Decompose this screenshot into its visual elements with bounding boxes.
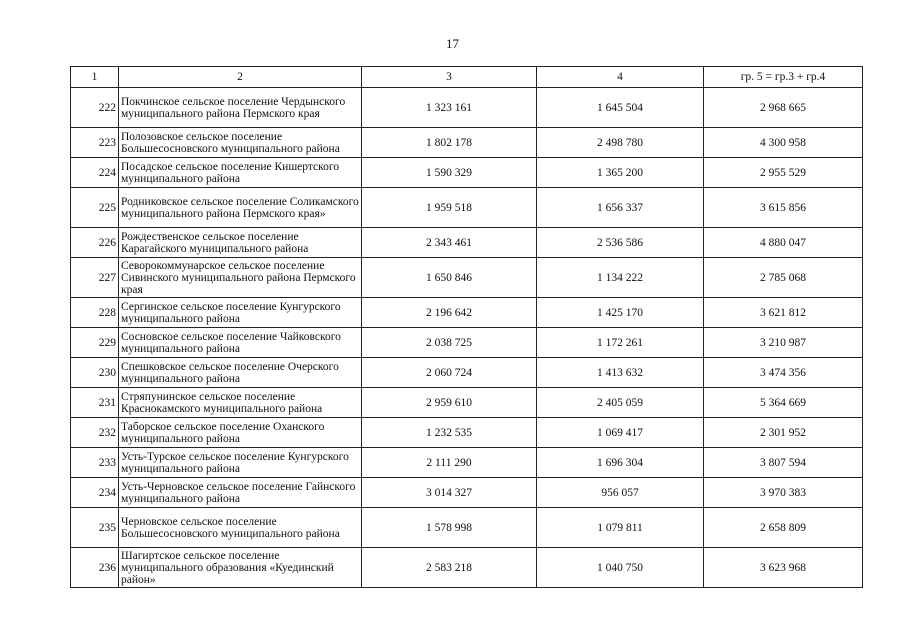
settlement-name-cell: Сосновское сельское поселение Чайковского муниципального района: [119, 328, 362, 358]
column-5-total-cell: 2 658 809: [704, 508, 863, 548]
settlement-name-cell: Родниковское сельское поселение Соликамского муниципального района Пермского края»: [119, 188, 362, 228]
header-row: [71, 67, 863, 88]
column-3-value-cell: 1 959 518: [362, 188, 537, 228]
header-cell-2: 2: [119, 67, 362, 88]
column-5-total-cell: 2 968 665: [704, 88, 863, 128]
column-3-value-cell: 1 650 846: [362, 258, 537, 298]
column-3-value-cell: 2 038 725: [362, 328, 537, 358]
column-5-total-cell: 2 785 068: [704, 258, 863, 298]
column-3-value-cell: 2 343 461: [362, 228, 537, 258]
page-number: 17: [446, 36, 459, 51]
header-cell-3: 3: [362, 67, 537, 88]
column-4-value-cell: 1 079 811: [537, 508, 704, 548]
column-4-value-cell: 2 405 059: [537, 388, 704, 418]
column-3-value-cell: 1 232 535: [362, 418, 537, 448]
column-4-value-cell: 1 365 200: [537, 158, 704, 188]
row-number-cell: 230: [71, 358, 119, 388]
table-row: [71, 418, 863, 448]
column-5-total-cell: 3 210 987: [704, 328, 863, 358]
row-number-cell: 231: [71, 388, 119, 418]
table-row: [71, 328, 863, 358]
settlement-name-cell: Сергинское сельское поселение Кунгурского муниципального района: [119, 298, 362, 328]
row-number-cell: 226: [71, 228, 119, 258]
table-row: [71, 548, 863, 588]
column-3-value-cell: 1 578 998: [362, 508, 537, 548]
column-4-value-cell: 1 696 304: [537, 448, 704, 478]
row-number-cell: 228: [71, 298, 119, 328]
settlement-name-cell: Рождественское сельское поселение Карагайского муниципального района: [119, 228, 362, 258]
column-4-value-cell: 1 069 417: [537, 418, 704, 448]
column-4-value-cell: 1 040 750: [537, 548, 704, 588]
header-cell-1: 1: [71, 67, 119, 88]
row-number-cell: 222: [71, 88, 119, 128]
row-number-cell: 236: [71, 548, 119, 588]
row-number-cell: 227: [71, 258, 119, 298]
header-cell-5: гр. 5 = гр.3 + гр.4: [704, 67, 863, 88]
table-row: [71, 258, 863, 298]
column-3-value-cell: 1 802 178: [362, 128, 537, 158]
settlement-name-cell: Усть-Турское сельское поселение Кунгурского муниципального района: [119, 448, 362, 478]
row-number-cell: 224: [71, 158, 119, 188]
settlement-name-cell: Шагиртское сельское поселение муниципального образования «Куединский район»: [119, 548, 362, 588]
column-3-value-cell: 1 590 329: [362, 158, 537, 188]
settlement-name-cell: Покчинское сельское поселение Чердынского муниципального района Пермского края: [119, 88, 362, 128]
column-4-value-cell: 1 413 632: [537, 358, 704, 388]
row-number-cell: 234: [71, 478, 119, 508]
table-row: [71, 88, 863, 128]
table-body: [71, 88, 863, 588]
settlement-name-cell: Спешковское сельское поселение Очерского муниципального района: [119, 358, 362, 388]
column-4-value-cell: 2 536 586: [537, 228, 704, 258]
table-row: [71, 158, 863, 188]
row-number-cell: 233: [71, 448, 119, 478]
settlement-name-cell: Полозовское сельское поселение Большесосновского муниципального района: [119, 128, 362, 158]
column-4-value-cell: 1 645 504: [537, 88, 704, 128]
column-4-value-cell: 2 498 780: [537, 128, 704, 158]
column-5-total-cell: 2 301 952: [704, 418, 863, 448]
column-3-value-cell: 2 196 642: [362, 298, 537, 328]
column-5-total-cell: 3 615 856: [704, 188, 863, 228]
table-row: [71, 478, 863, 508]
column-5-total-cell: 3 621 812: [704, 298, 863, 328]
column-5-total-cell: 5 364 669: [704, 388, 863, 418]
column-5-total-cell: 3 474 356: [704, 358, 863, 388]
column-4-value-cell: 1 425 170: [537, 298, 704, 328]
table-row: [71, 448, 863, 478]
table-row: [71, 358, 863, 388]
table-row: [71, 228, 863, 258]
table-row: [71, 388, 863, 418]
column-4-value-cell: 956 057: [537, 478, 704, 508]
column-3-value-cell: 2 111 290: [362, 448, 537, 478]
column-3-value-cell: 2 583 218: [362, 548, 537, 588]
column-3-value-cell: 3 014 327: [362, 478, 537, 508]
column-3-value-cell: 1 323 161: [362, 88, 537, 128]
column-5-total-cell: 2 955 529: [704, 158, 863, 188]
column-5-total-cell: 3 623 968: [704, 548, 863, 588]
column-4-value-cell: 1 172 261: [537, 328, 704, 358]
row-number-cell: 223: [71, 128, 119, 158]
settlement-name-cell: Таборское сельское поселение Оханского муниципального района: [119, 418, 362, 448]
table-row: [71, 128, 863, 158]
column-5-total-cell: 3 970 383: [704, 478, 863, 508]
settlement-name-cell: Севорокоммунарское сельское поселение Сивинского муниципального района Пермского края: [119, 258, 362, 298]
column-4-value-cell: 1 656 337: [537, 188, 704, 228]
column-3-value-cell: 2 060 724: [362, 358, 537, 388]
settlement-name-cell: Посадское сельское поселение Кишертского муниципального района: [119, 158, 362, 188]
column-3-value-cell: 2 959 610: [362, 388, 537, 418]
table-row: [71, 508, 863, 548]
row-number-cell: 225: [71, 188, 119, 228]
column-4-value-cell: 1 134 222: [537, 258, 704, 298]
column-5-total-cell: 3 807 594: [704, 448, 863, 478]
table-row: [71, 188, 863, 228]
row-number-cell: 229: [71, 328, 119, 358]
column-5-total-cell: 4 300 958: [704, 128, 863, 158]
settlement-name-cell: Стряпунинское сельское поселение Краснокамского муниципального района: [119, 388, 362, 418]
data-table: [70, 66, 863, 588]
row-number-cell: 232: [71, 418, 119, 448]
column-5-total-cell: 4 880 047: [704, 228, 863, 258]
table-row: [71, 298, 863, 328]
settlement-name-cell: Усть-Черновское сельское поселение Гайнского муниципального района: [119, 478, 362, 508]
header-cell-4: 4: [537, 67, 704, 88]
settlement-name-cell: Черновское сельское поселение Большесосновского муниципального района: [119, 508, 362, 548]
row-number-cell: 235: [71, 508, 119, 548]
